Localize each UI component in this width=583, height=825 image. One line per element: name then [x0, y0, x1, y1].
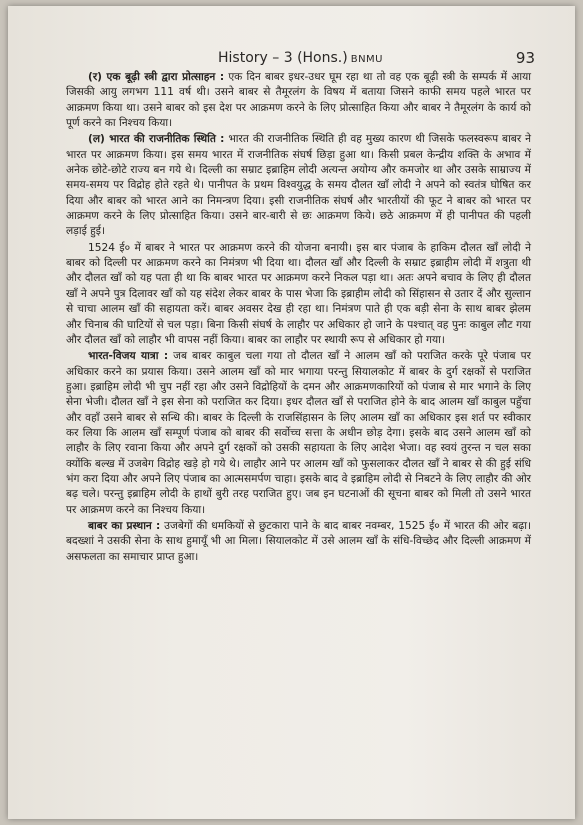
paragraph-1524-plan — [66, 241, 531, 348]
paragraph-text: एक दिन बाबर इधर-उधर घूम रहा था तो वह एक बूढ़ी स्त्री के सम्पर्क में आया जिसकी आयु लगभग 111 वर्ष थी। उसने बाबर से तैमूरलंग के विषय में बताया जिसने काफी समय पहले भारत पर आक्रमण किया था। उसने बाबर को इस देश पर आक्रमण करने के लिए प्रोत्साहित किया और बाबर ने तैमूरलंग के कार्य को पूर्ण करने का निश्चय किया। — [66, 71, 532, 130]
paragraph-text: जब बाबर काबुल चला गया तो दौलत खाँ ने आलम खाँ को पराजित करके पूरे पंजाब पर अधिकार करने का प्रयास किया। उसने आलम खाँ को मार भगाया परन्तु सियालकोट में बाबर के दुर्ग रक्षकों से पराजित हुआ। इब्राहिम लोदी भी चुप नहीं रहा और उसने विद्रोहियों के दमन और आक्रमणकारियों को पंजाब से मार भगाने के लिए सेना भेजी। दौलत खाँ ने इस सेना को पराजित कर दिया। इधर दौलत खाँ से पराजित होने के बाद आलम खाँ काबुल पहुँचा और वहाँ उसने बाबर से सन्धि की। बाबर के दिल्ली के राजसिंहासन के लिए आलम खाँ का अधिकार इस शर्त पर स्वीकार कर लिया कि आलम खाँ सम्पूर्ण पंजाब को बाबर की सर्वोच्च सत्ता के अधीन छोड़ देगा। इसके बाद उसने आलम खाँ को लाहौर के लिए रवाना किया और अपने दुर्ग रक्षकों को उसकी सहायता के लिए आदेश भेजा। वह स्वयं तुरन्त न चल सका क्योंकि बल्ख में उजबेग विद्रोह खड़े हो गये थे। लाहौर आने पर आलम खाँ को फुसलाकर दौलत खाँ ने बाबर से की हुई संधि भंग करा दिया और अपने लिए पंजाब का आत्मसमर्पण चाहा। इसके बाद वे इब्राहिम लोदी से निबटने के लिए लाहौर की ओर बढ़ चले। परन्तु इब्राहिम लोदी के हाथों बुरी तरह पराजित हुए। जब इन घटनाओं की सूचना बाबर को मिली तो उसने भारत पर आक्रमण करने का निश्चय किया। — [66, 350, 532, 516]
paragraph-india-conquest — [66, 349, 531, 518]
section-heading: (ल) भारत की राजनीतिक स्थिति : — [88, 133, 225, 146]
section-heading: बाबर का प्रस्थान : — [88, 519, 161, 532]
page-body — [66, 70, 531, 566]
page-header — [68, 50, 535, 70]
page-number: 93 — [515, 49, 535, 67]
running-title-sub: BNMU — [350, 54, 383, 65]
paragraph-text: उजबेगों की धमकियों से छुटकारा पाने के बाद बाबर नवम्बर, 1525 ई० में भारत की ओर बढ़ा। बदख्शां ने उसकी सेना के साथ हुमायूँ भी आ मिला। सियालकोट में उसे आलम खाँ के संधि-विच्छेद और दिल्ली आक्रमण में असफलता का समाचार प्राप्त हुआ। — [66, 519, 531, 563]
running-title — [218, 50, 383, 66]
paragraph-text: भारत की राजनीतिक स्थिति ही वह मुख्य कारण थी जिसके फलस्वरूप बाबर ने भारत पर आक्रमण किया। इस समय भारत में राजनीतिक संघर्ष छिड़ा हुआ था। किसी प्रबल केन्द्रीय शक्ति के अभाव में अनेक छोटे-छोटे राज्य बन गये थे। दिल्ली का सम्राट इब्राहिम लोदी अत्यन्त अयोग्य और कमजोर था और उसके साम्राज्य में समय-समय पर विद्रोह होते रहते थे। पानीपत के प्रथम विश्वयुद्ध के समय दौलत खाँ लोदी ने अपने को स्वतंत्र घोषित कर दिया और बाबर को भारत आने का निमन्त्रण दिया। इसी राजनीतिक संघर्ष और भारतीयों की फूट ने बाबर को भारत पर आक्रमण करने के लिए प्रोत्साहित किया। उसने बार-बारी से छः आक्रमण किये। छठे आक्रमण में ही पानीपत की पहली लड़ाई हुई। — [66, 133, 531, 238]
running-title-text: History – 3 (Hons.) — [218, 50, 348, 66]
section-heading: (र) एक बूढ़ी स्त्री द्वारा प्रोत्साहन : — [88, 71, 225, 83]
paragraph-old-woman — [66, 70, 531, 131]
section-heading: भारत-विजय यात्रा : — [88, 350, 169, 363]
paragraph-babur-departure — [66, 519, 531, 565]
paragraph-political-condition — [66, 132, 531, 239]
book-page — [8, 6, 575, 819]
paragraph-text: 1524 ई० में बाबर ने भारत पर आक्रमण करने की योजना बनायी। इस बार पंजाब के हाकिम दौलत खाँ लोदी ने बाबर को दिल्ली पर आक्रमण करने का निमंत्रण भी दिया था। दौलत खाँ और दिल्ली के सम्राट इब्राहीम लोदी में शत्रुता थी और दौलत खाँ को यह पता ही था कि बाबर भारत पर आक्रमण करने निकल पड़ा था। अतः अपने बचाव के लिए ही दौलत खाँ ने अपने पुत्र दिलावर खाँ को यह संदेश लेकर बाबर के पास भेजा कि इब्राहीम लोदी को सिंहासन से उतार दें और सुल्तान से चाचा आलम खाँ की सहायता करें। बाबर अवसर देख ही रहा था। निमंत्रण पाते ही एक बड़ी सेना के साथ बाबर झेलम और चिनाब की घाटियों से चल पड़ा। बिना किसी संघर्ष के लाहौर पर अधिकार हो जाने के पश्चात् वह पुनः काबुल लौट गया और दौलत खाँ को लाहौर भी वापस नहीं किया। बाबर का लाहौर पर स्थायी रूप से अधिकार हो गया। — [66, 241, 531, 346]
